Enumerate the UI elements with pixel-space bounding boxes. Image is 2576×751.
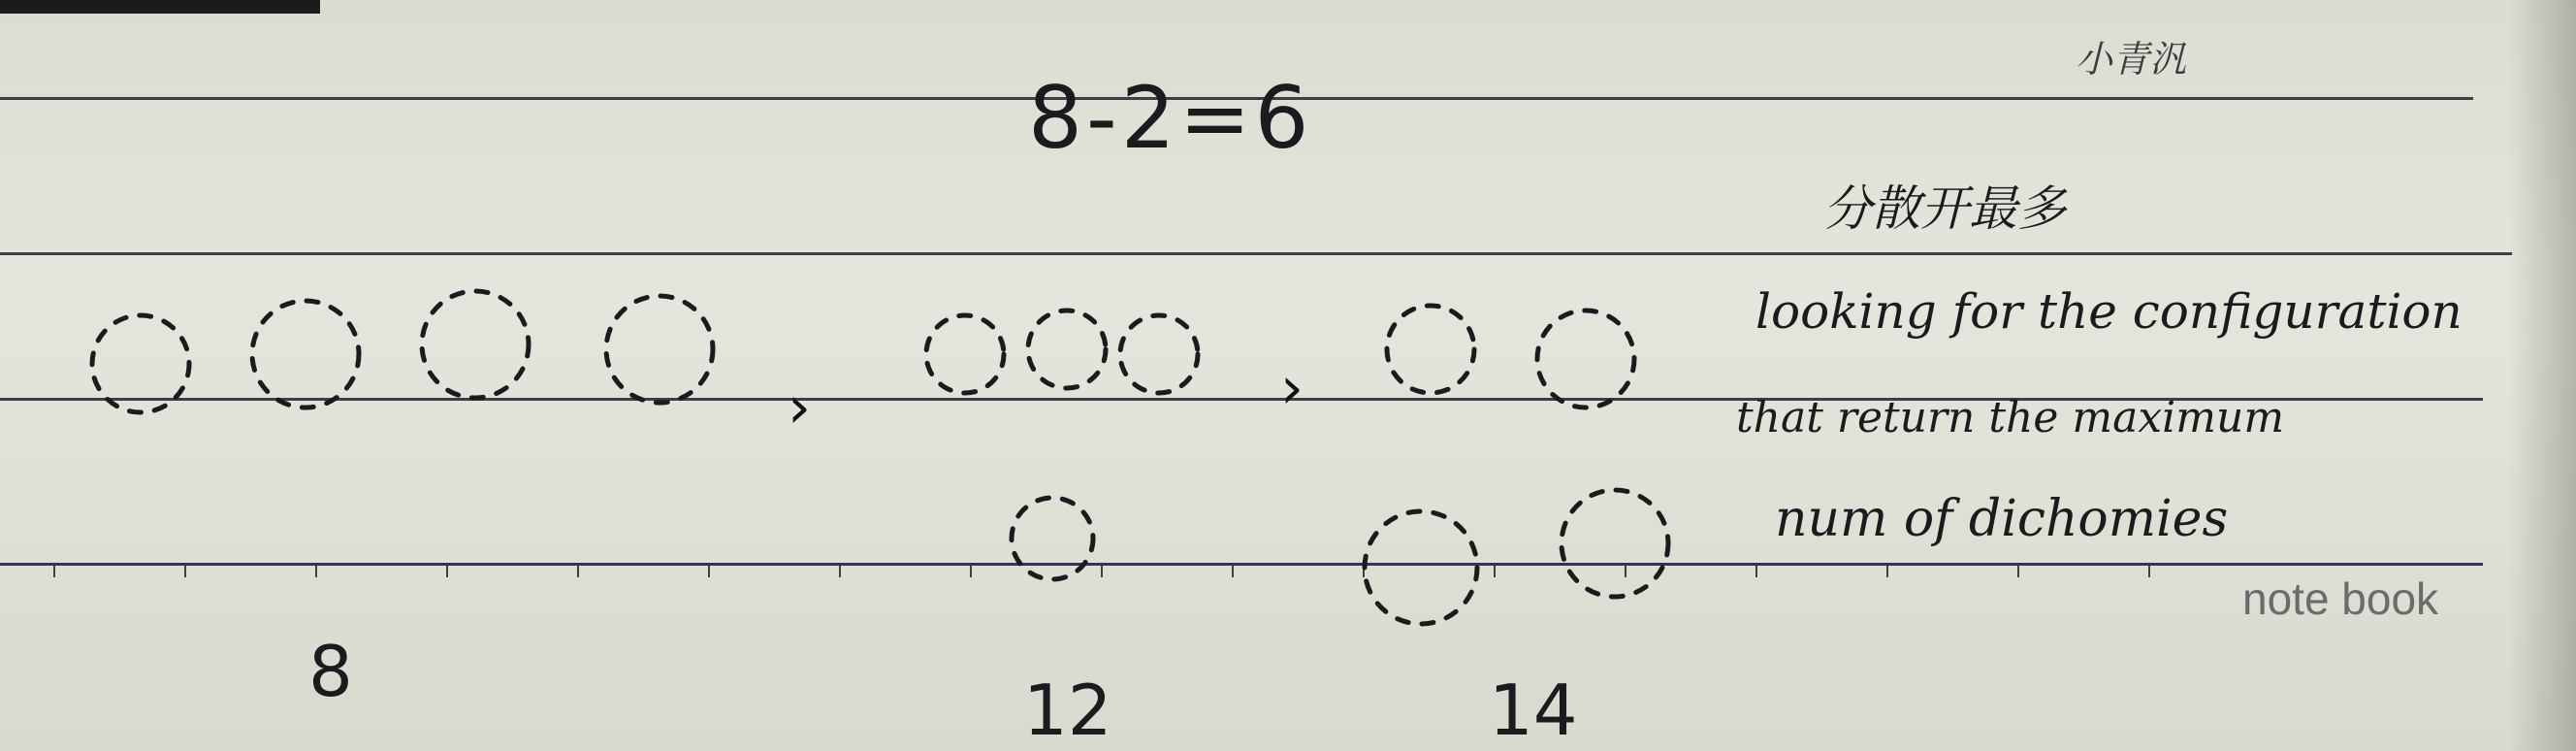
dashed-point xyxy=(1537,310,1634,408)
dashed-point xyxy=(1387,306,1474,393)
equation-text: 8-2=6 xyxy=(1028,68,1313,168)
dashed-point xyxy=(252,301,359,408)
note-line-2: that return the maximum xyxy=(1736,393,2285,442)
count-label-14: 14 xyxy=(1489,669,1578,751)
dashed-point xyxy=(1028,310,1106,388)
arrow-glyph: › xyxy=(788,374,811,441)
dashed-point xyxy=(92,315,189,412)
note-line-3: num of dichomies xyxy=(1775,490,2229,548)
dashed-point xyxy=(926,315,1004,393)
cjk-note-text: 分散开最多 xyxy=(1823,180,2066,237)
dashed-point xyxy=(1365,511,1477,624)
brand-label: note book xyxy=(2242,573,2439,624)
dashed-point xyxy=(422,291,529,398)
dashed-point xyxy=(1120,315,1198,393)
arrow-glyph: › xyxy=(1280,354,1304,422)
dashed-point xyxy=(606,296,713,403)
count-label-8: 8 xyxy=(308,631,353,712)
dashed-point xyxy=(1562,490,1668,597)
cjk-header-text: 小青汎 xyxy=(2076,38,2187,81)
count-label-12: 12 xyxy=(1023,669,1112,751)
dashed-point xyxy=(1012,498,1093,579)
note-line-1: looking for the configuration xyxy=(1755,283,2463,340)
